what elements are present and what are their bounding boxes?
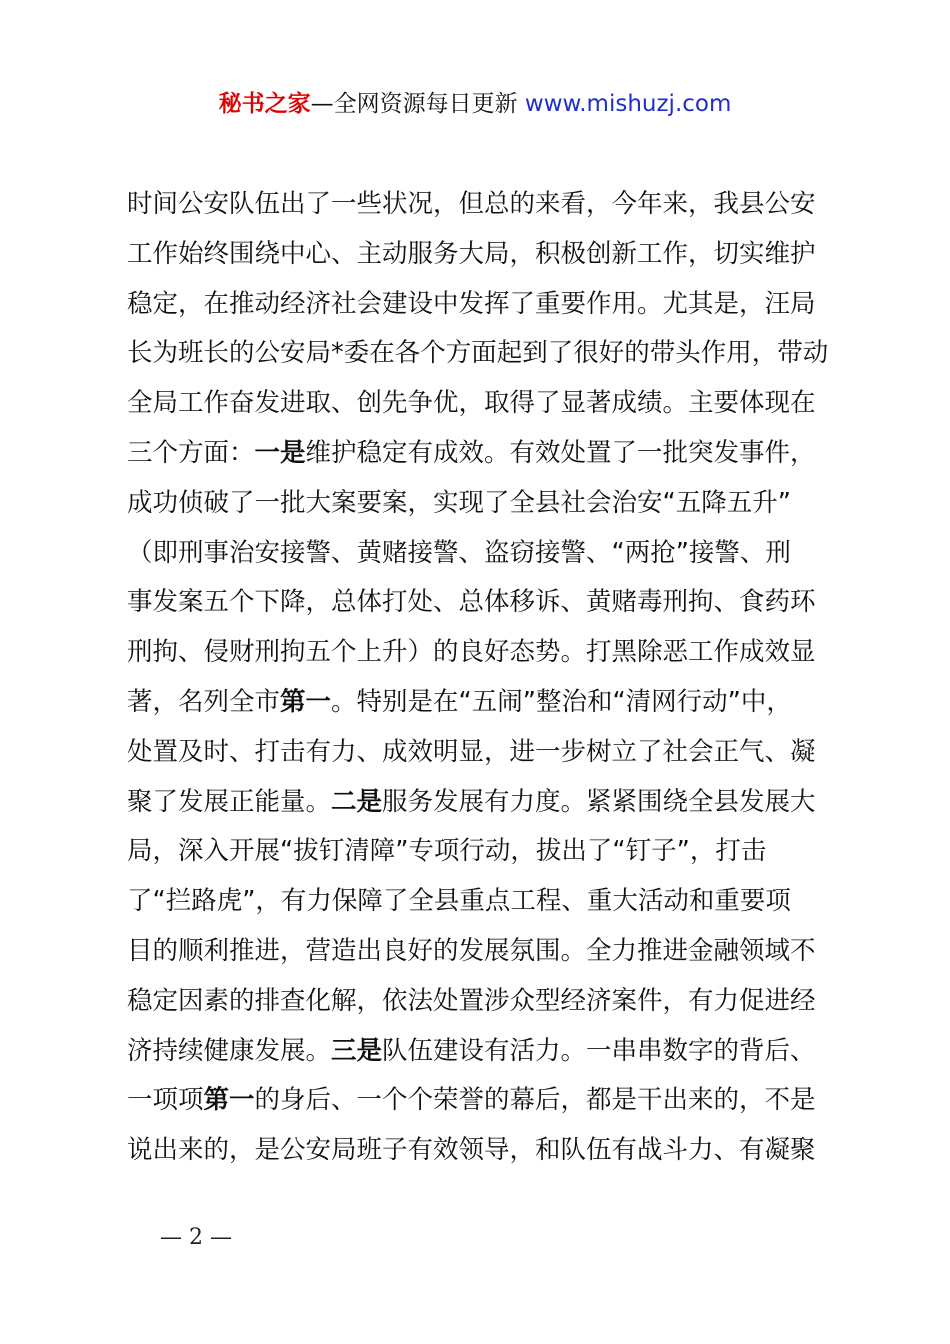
text-segment: 成功侦破了一批大案要案，实现了全县社会治安“五降五升” [127, 487, 791, 518]
page-number: — 2 — [160, 1225, 232, 1250]
text-line [127, 877, 867, 927]
text-line [127, 977, 867, 1027]
text-line [127, 927, 867, 977]
text-line [127, 778, 867, 828]
text-segment: （即刑事治安接警、黄赌接警、盗窃接警、“两抢”接警、刑 [127, 537, 791, 568]
text-line [127, 230, 867, 280]
text-segment: 维护稳定有成效。有效处置了一批突发事件， [305, 437, 816, 468]
text-line [127, 180, 867, 230]
text-segment: 刑拘、侵财刑拘五个上升）的良好态势。打黑除恶工作成效显 [127, 637, 816, 668]
text-line [127, 578, 867, 628]
text-segment: 著，名列全市 [127, 686, 281, 717]
text-segment: 时间公安队伍出了一些状况，但总的来看，今年来，我县公安 [127, 189, 816, 219]
text-line [127, 1126, 867, 1176]
header-tagline: —全网资源每日更新 [310, 91, 525, 117]
bold-keyword: 三是 [331, 1035, 383, 1066]
text-segment: 队伍建设有活力。一串串数字的背后、 [382, 1035, 816, 1066]
text-line [127, 678, 867, 728]
text-segment: 全局工作奋发进取、创先争优，取得了显著成绩。主要体现在 [127, 388, 816, 419]
text-segment: 。特别是在“五闹”整治和“清网行动”中， [331, 686, 792, 717]
text-segment: 稳定因素的排查化解，依法处置涉众型经济案件，有力促进经 [127, 985, 816, 1016]
header-brand: 秘书之家 [218, 91, 311, 117]
text-segment: 三个方面： [127, 437, 255, 468]
text-segment: 聚了发展正能量。 [127, 786, 332, 817]
text-line [127, 628, 867, 678]
text-segment: 一项项 [127, 1085, 204, 1116]
text-line [127, 1027, 867, 1077]
bold-keyword: 第一 [280, 686, 332, 717]
text-segment: 的身后、一个个荣誉的幕后，都是干出来的，不是 [254, 1085, 816, 1116]
text-segment: 局，深入开展“拔钉清障”专项行动，拔出了“钉子”，打击 [127, 836, 767, 867]
text-segment: 稳定，在推动经济社会建设中发挥了重要作用。尤其是，汪局 [127, 288, 816, 319]
text-segment: 目的顺利推进，营造出良好的发展氛围。全力推进金融领域不 [127, 935, 816, 966]
text-segment: 长为班长的公安局*委在各个方面起到了很好的带头作用，带动 [127, 338, 829, 369]
text-line [127, 379, 867, 429]
page-header [0, 88, 950, 120]
text-segment: 说出来的，是公安局班子有效领导，和队伍有战斗力、有凝聚 [127, 1135, 816, 1166]
text-line [127, 280, 867, 330]
text-line [127, 329, 867, 379]
text-line [127, 529, 867, 579]
bold-keyword: 二是 [331, 786, 383, 817]
text-segment: 工作始终围绕中心、主动服务大局，积极创新工作，切实维护 [127, 238, 816, 269]
text-line [127, 1076, 867, 1126]
text-segment: 服务发展有力度。紧紧围绕全县发展大 [382, 786, 816, 817]
bold-keyword: 第一 [203, 1085, 255, 1116]
text-line [127, 429, 867, 479]
text-line [127, 728, 867, 778]
text-line [127, 827, 867, 877]
text-line [127, 479, 867, 529]
text-segment: 处置及时、打击有力、成效明显，进一步树立了社会正气、凝 [127, 736, 816, 767]
document-body [127, 180, 867, 1176]
text-segment: 了“拦路虎”，有力保障了全县重点工程、重大活动和重要项 [127, 886, 791, 917]
bold-keyword: 一是 [254, 437, 306, 468]
text-segment: 事发案五个下降，总体打处、总体移诉、黄赌毒刑拘、食药环 [127, 587, 816, 618]
text-segment: 济持续健康发展。 [127, 1035, 332, 1066]
header-url-link[interactable]: www.mishuzj.com [524, 91, 732, 117]
